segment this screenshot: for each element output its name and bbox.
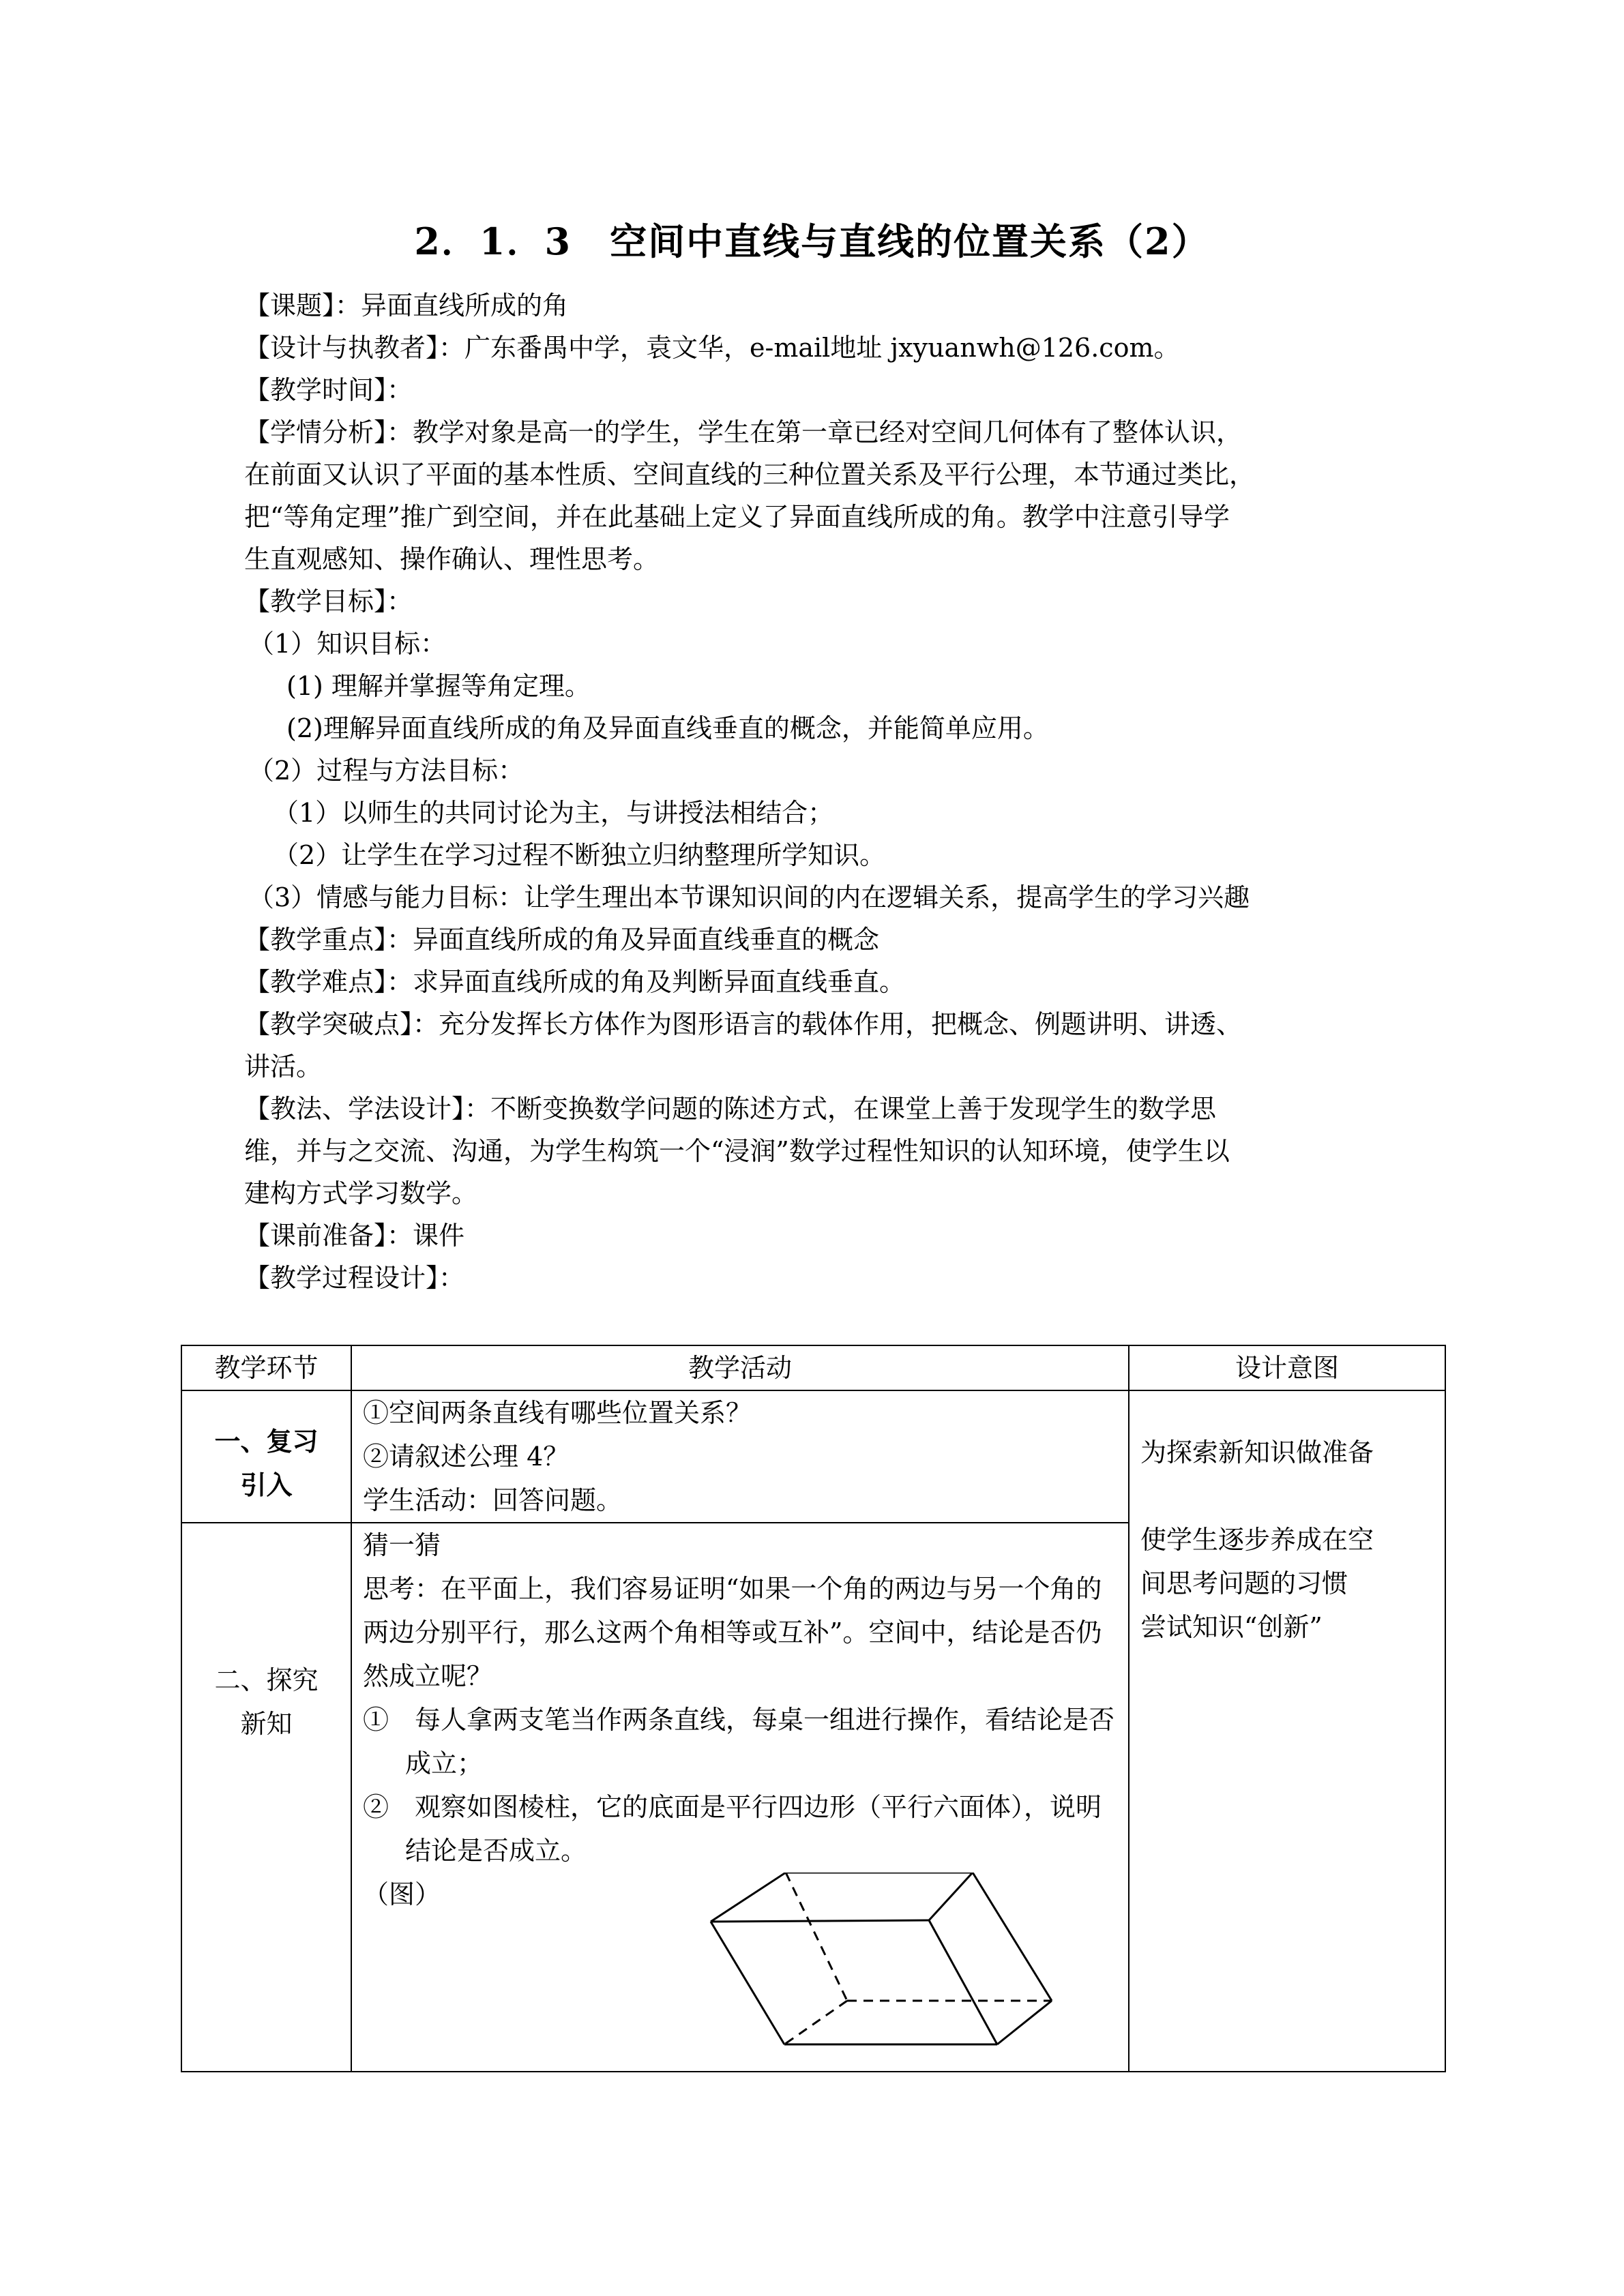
activity-line: ①空间两条直线有哪些位置关系？ bbox=[363, 1398, 752, 1428]
intent-line: 使学生逐步养成在空 bbox=[1140, 1525, 1374, 1555]
table-row bbox=[181, 1390, 1445, 1523]
header-line: 【教学重点】：异面直线所成的角及异面直线垂直的概念 bbox=[244, 925, 880, 955]
stage-text: 新知 bbox=[240, 1708, 293, 1739]
header-line: 生直观感知、操作确认、理性思考。 bbox=[244, 544, 660, 574]
header-line: 【教学目标】： bbox=[244, 586, 413, 616]
activity-line: 思考：在平面上，我们容易证明“如果一个角的两边与另一个角的两边分别平行，那么这两个角相等或互补”。空间中，结论是否仍然成立呢？ bbox=[363, 1574, 1102, 1691]
header-line: 【教学时间】： bbox=[244, 375, 413, 405]
intent-line: 尝试知识“创新” bbox=[1140, 1612, 1323, 1642]
stage-text: 一、复习 bbox=[214, 1426, 319, 1457]
intent-cell bbox=[1129, 1390, 1445, 2072]
header-line: （2）让学生在学习过程不断独立归纳整理所学知识。 bbox=[273, 840, 886, 870]
prism-edge bbox=[997, 2001, 1052, 2044]
header-line: (2)理解异面直线所成的角及异面直线垂直的概念，并能简单应用。 bbox=[286, 713, 1049, 743]
header-activity: 教学活动 bbox=[351, 1345, 1129, 1390]
stage-text: 二、探究 bbox=[214, 1665, 319, 1695]
activity-line: ① 每人拿两支笔当作两条直线，每桌一组进行操作，看结论是否成立； bbox=[363, 1705, 1115, 1778]
header-line: 【课题】：异面直线所成的角 bbox=[244, 290, 569, 320]
header-line: (1) 理解并掌握等角定理。 bbox=[286, 671, 591, 701]
table-header-row bbox=[181, 1345, 1445, 1390]
header-line: 【课前准备】：课件 bbox=[244, 1221, 465, 1251]
lesson-table bbox=[181, 1345, 1446, 2072]
header-intent: 设计意图 bbox=[1129, 1345, 1445, 1390]
prism-edge bbox=[711, 1873, 786, 1922]
header-line: 【设计与执教者】：广东番禺中学，袁文华，e-mail地址 jxyuanwh@126.com。 bbox=[244, 333, 1180, 363]
header-line: 维，并与之交流、沟通，为学生构筑一个“浸润”数学过程性知识的认知环境，使学生以 bbox=[244, 1136, 1230, 1166]
prism-figure bbox=[704, 1873, 1086, 2057]
header-line: （3）情感与能力目标：让学生理出本节课知识间的内在逻辑关系，提高学生的学习兴趣 bbox=[248, 882, 1250, 912]
prism-edge bbox=[929, 1873, 973, 1920]
intent-line: 为探索新知识做准备 bbox=[1140, 1437, 1374, 1467]
activity-explore bbox=[351, 1523, 1129, 2072]
header-line: 【教学突破点】：充分发挥长方体作为图形语言的载体作用，把概念、例题讲明、讲透、 bbox=[244, 1009, 1243, 1039]
activity-review bbox=[351, 1390, 1129, 1523]
header-line: （2）过程与方法目标： bbox=[248, 756, 525, 786]
header-line: 【教学难点】：求异面直线所成的角及判断异面直线垂直。 bbox=[244, 967, 906, 997]
stage-explore bbox=[181, 1523, 351, 2072]
header-stage: 教学环节 bbox=[181, 1345, 351, 1390]
stage-text: 引入 bbox=[240, 1470, 293, 1500]
header-line: 在前面又认识了平面的基本性质、空间直线的三种位置关系及平行公理，本节通过类比， bbox=[244, 460, 1256, 490]
header-line: 【学情分析】：教学对象是高一的学生，学生在第一章已经对空间几何体有了整体认识， bbox=[244, 417, 1243, 447]
figure-area bbox=[363, 1873, 1117, 2050]
header-line: 【教法、学法设计】：不断变换数学问题的陈述方式，在课堂上善于发现学生的数学思 bbox=[244, 1094, 1217, 1124]
intent-line: 间思考问题的习惯 bbox=[1140, 1568, 1348, 1598]
activity-line: ② 观察如图棱柱，它的底面是平行四边形（平行六面体），说明结论是否成立。 bbox=[363, 1792, 1102, 1866]
page-title: 2．1．3 空间中直线与直线的位置关系（2） bbox=[414, 220, 1210, 263]
prism-edge bbox=[711, 1920, 929, 1922]
header-line: 把“等角定理”推广到空间，并在此基础上定义了异面直线所成的角。教学中注意引导学 bbox=[244, 502, 1230, 532]
stage-review bbox=[181, 1390, 351, 1523]
activity-line: 猜一猜 bbox=[363, 1530, 441, 1560]
prism-edge bbox=[973, 1873, 1052, 2001]
header-line: 讲活。 bbox=[244, 1052, 323, 1082]
prism-hidden-edge bbox=[786, 1873, 847, 2001]
header-line: 建构方式学习数学。 bbox=[244, 1178, 478, 1208]
prism-hidden-edge bbox=[784, 2001, 847, 2044]
figure-label: （图） bbox=[363, 1879, 441, 1909]
header-line: （1）以师生的共同讨论为主，与讲授法相结合； bbox=[273, 798, 834, 828]
header-line: （1）知识目标： bbox=[248, 629, 447, 659]
header-line: 【教学过程设计】： bbox=[244, 1263, 465, 1293]
prism-edge bbox=[711, 1922, 784, 2044]
activity-line: ②请叙述公理 4？ bbox=[363, 1442, 570, 1472]
prism-edge bbox=[929, 1920, 997, 2044]
activity-line: 学生活动：回答问题。 bbox=[363, 1485, 623, 1515]
